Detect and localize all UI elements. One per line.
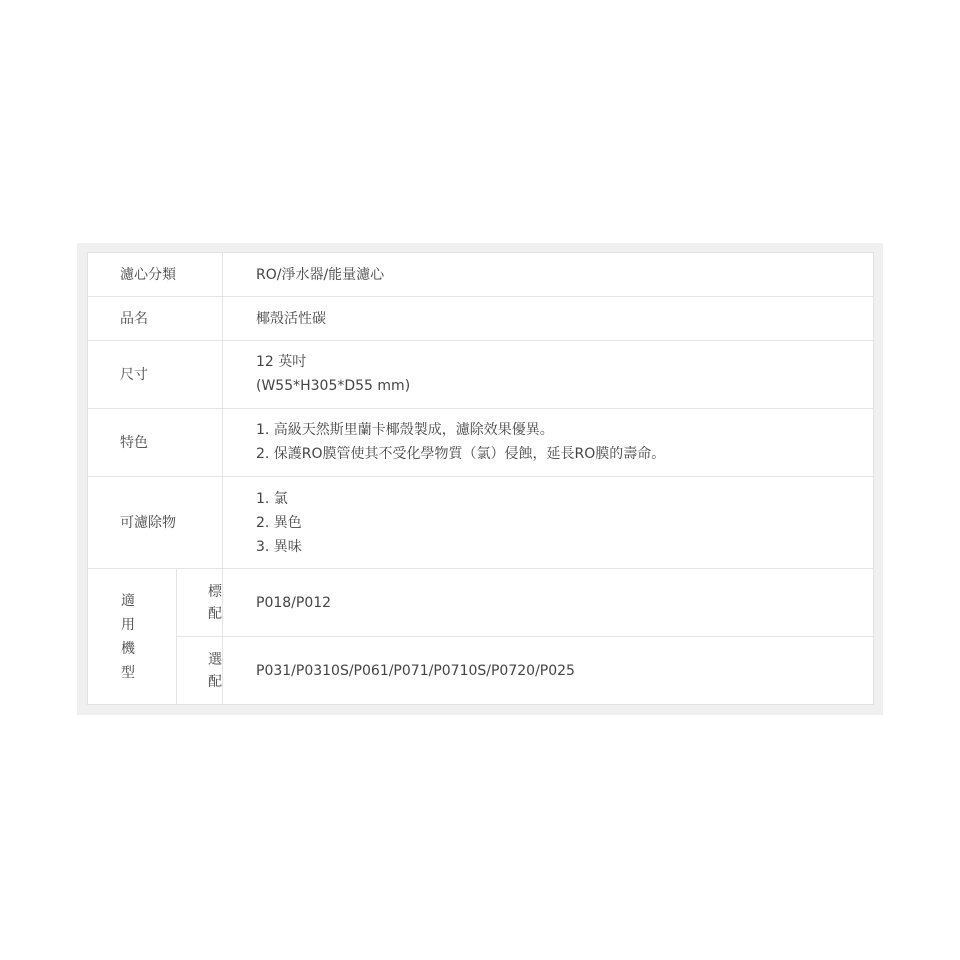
size-line: (W55*H305*D55 mm) bbox=[256, 378, 411, 394]
removable-value bbox=[256, 487, 302, 559]
standard-label-char: 配 bbox=[208, 606, 222, 622]
optional-models-value: P031/P0310S/P061/P071/P0710S/P0720/P025 bbox=[256, 663, 575, 679]
feature-line: 2. 保護RO膜管使其不受化學物質（氯）侵蝕，延長RO膜的壽命。 bbox=[256, 446, 666, 462]
table-row-size bbox=[88, 341, 873, 409]
optional-label-char: 選 bbox=[208, 652, 222, 668]
column-divider bbox=[222, 477, 223, 568]
column-divider bbox=[222, 637, 223, 705]
spec-table bbox=[87, 252, 874, 705]
models-label bbox=[120, 589, 136, 685]
models-label-char: 適 bbox=[121, 593, 135, 609]
models-label-char: 機 bbox=[121, 641, 135, 657]
table-row-product-name bbox=[88, 297, 873, 341]
size-line: 12 英吋 bbox=[256, 354, 307, 370]
column-divider bbox=[222, 297, 223, 340]
size-value bbox=[256, 350, 410, 398]
table-row-models bbox=[88, 569, 873, 705]
column-divider bbox=[222, 409, 223, 476]
removable-line: 2. 異色 bbox=[256, 515, 302, 531]
table-row-category bbox=[88, 253, 873, 297]
models-label-char: 用 bbox=[121, 617, 135, 633]
models-label-char: 型 bbox=[121, 665, 135, 681]
size-label: 尺寸 bbox=[120, 367, 148, 383]
column-divider bbox=[222, 569, 223, 636]
standard-label-char: 標 bbox=[208, 584, 222, 600]
table-row-removable bbox=[88, 477, 873, 569]
column-divider bbox=[222, 253, 223, 296]
optional-label bbox=[207, 649, 223, 693]
category-label: 濾心分類 bbox=[120, 267, 176, 283]
product-name-value: 椰殼活性碳 bbox=[256, 311, 326, 327]
models-standard-row bbox=[177, 569, 873, 637]
category-value: RO/淨水器/能量濾心 bbox=[256, 267, 385, 283]
removable-line: 1. 氯 bbox=[256, 491, 288, 507]
models-optional-row bbox=[177, 637, 873, 705]
product-name-label: 品名 bbox=[120, 311, 148, 327]
removable-line: 3. 異味 bbox=[256, 539, 302, 555]
standard-models-value: P018/P012 bbox=[256, 595, 332, 611]
optional-label-char: 配 bbox=[208, 674, 222, 690]
table-row-features bbox=[88, 409, 873, 477]
column-divider bbox=[222, 341, 223, 408]
features-label: 特色 bbox=[120, 435, 148, 451]
feature-line: 1. 高級天然斯里蘭卡椰殼製成，濾除效果優異。 bbox=[256, 422, 554, 438]
features-value bbox=[256, 418, 665, 466]
removable-label: 可濾除物 bbox=[120, 515, 176, 531]
standard-label bbox=[207, 581, 223, 625]
